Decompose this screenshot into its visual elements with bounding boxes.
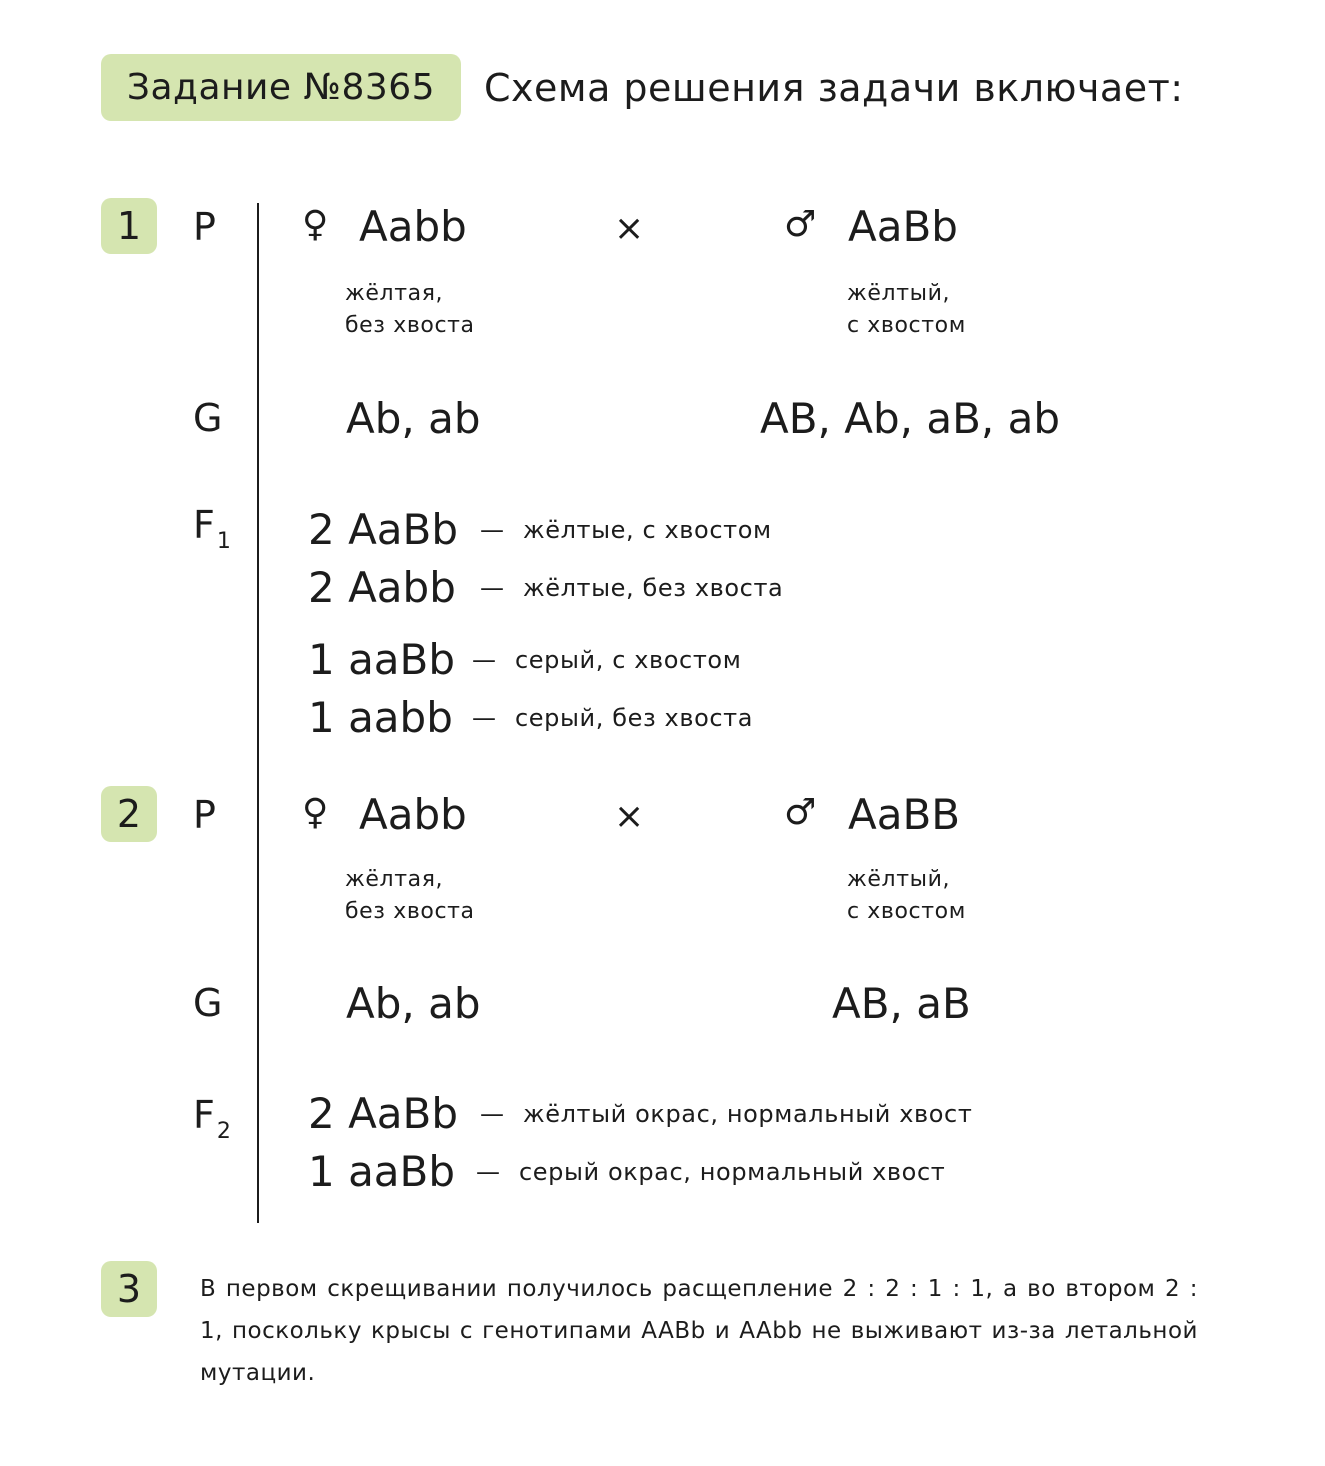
step2-p-label: P xyxy=(193,793,216,837)
step-2-badge xyxy=(101,786,157,842)
step2-male-pheno-line1: жёлтый, xyxy=(847,867,951,892)
step2-offspring-genotype: 2 AaBb xyxy=(308,1089,459,1138)
female-symbol-icon: ♀ xyxy=(302,204,329,245)
step2-offspring-phenotype: серый окрас, нормальный хвост xyxy=(519,1158,946,1186)
step1-offspring-genotype: 2 Aabb xyxy=(308,563,456,612)
step1-g-label: G xyxy=(193,396,223,440)
step2-offspring-genotype: 1 aaBb xyxy=(308,1147,456,1196)
step2-female-pheno-line1: жёлтая, xyxy=(345,867,444,892)
step-1-badge xyxy=(101,198,157,254)
step1-offspring-dash: — xyxy=(472,646,497,674)
step1-offspring-dash: — xyxy=(480,574,505,602)
step2-offspring-dash: — xyxy=(476,1158,501,1186)
step1-f-letter: F xyxy=(193,503,215,547)
step1-offspring-phenotype: серый, с хвостом xyxy=(515,646,742,674)
step1-p-label: P xyxy=(193,205,216,249)
scheme-divider-line xyxy=(257,203,259,1223)
step-1-number: 1 xyxy=(116,204,142,248)
step2-female-gametes: Ab, ab xyxy=(346,979,481,1028)
step1-female-pheno-line1: жёлтая, xyxy=(345,281,444,306)
step2-male-phenotype xyxy=(847,864,966,928)
step1-male-pheno-line1: жёлтый, xyxy=(847,281,951,306)
step1-male-genotype: AaBb xyxy=(848,202,958,251)
step1-male-gametes: AB, Ab, aB, ab xyxy=(760,394,1060,443)
step1-offspring-dash: — xyxy=(472,704,497,732)
step1-female-genotype: Aabb xyxy=(359,202,467,251)
step1-f-label xyxy=(193,503,231,554)
step2-f-label xyxy=(193,1093,231,1144)
step1-offspring-phenotype: жёлтые, без хвоста xyxy=(523,574,784,602)
step1-offspring-dash: — xyxy=(480,516,505,544)
male-symbol-icon: ♂ xyxy=(784,204,817,245)
step1-offspring-genotype: 2 AaBb xyxy=(308,505,459,554)
step2-male-gametes: AB, aB xyxy=(832,979,971,1028)
step1-male-pheno-line2: с хвостом xyxy=(847,313,966,338)
cross-symbol-icon: × xyxy=(614,208,645,249)
step1-female-phenotype xyxy=(345,278,475,342)
step2-female-phenotype xyxy=(345,864,475,928)
step1-offspring-genotype: 1 aaBb xyxy=(308,635,456,684)
step1-f-subscript: 1 xyxy=(216,529,231,554)
step-2-number: 2 xyxy=(116,792,142,836)
step2-g-label: G xyxy=(193,981,223,1025)
cross-symbol-icon: × xyxy=(614,796,645,837)
step2-f-subscript: 2 xyxy=(216,1119,231,1144)
task-number-badge xyxy=(101,54,461,121)
step2-offspring-phenotype: жёлтый окрас, нормальный хвост xyxy=(523,1100,973,1128)
step1-female-pheno-line2: без хвоста xyxy=(345,313,475,338)
step-3-badge xyxy=(101,1261,157,1317)
step2-f-letter: F xyxy=(193,1093,215,1137)
step-3-number: 3 xyxy=(116,1267,142,1311)
step1-offspring-genotype: 1 aabb xyxy=(308,693,453,742)
step2-female-pheno-line2: без хвоста xyxy=(345,899,475,924)
conclusion-paragraph: В первом скрещивании получилось расщепление 2 : 2 : 1 : 1, а во втором 2 : 1, поскольку крысы с генотипами AABb и AAbb не выживают из-за летальной мутации. xyxy=(200,1276,1198,1386)
step1-offspring-phenotype: серый, без хвоста xyxy=(515,704,754,732)
step1-offspring-phenotype: жёлтые, с хвостом xyxy=(523,516,772,544)
female-symbol-icon: ♀ xyxy=(302,792,329,833)
step2-male-genotype: AaBB xyxy=(848,790,961,839)
page-title: Схема решения задачи включает: xyxy=(484,66,1184,110)
step2-offspring-dash: — xyxy=(480,1100,505,1128)
task-number: Задание №8365 xyxy=(126,67,436,108)
male-symbol-icon: ♂ xyxy=(784,792,817,833)
step2-female-genotype: Aabb xyxy=(359,790,467,839)
step1-male-phenotype xyxy=(847,278,966,342)
step2-male-pheno-line2: с хвостом xyxy=(847,899,966,924)
step1-female-gametes: Ab, ab xyxy=(346,394,481,443)
